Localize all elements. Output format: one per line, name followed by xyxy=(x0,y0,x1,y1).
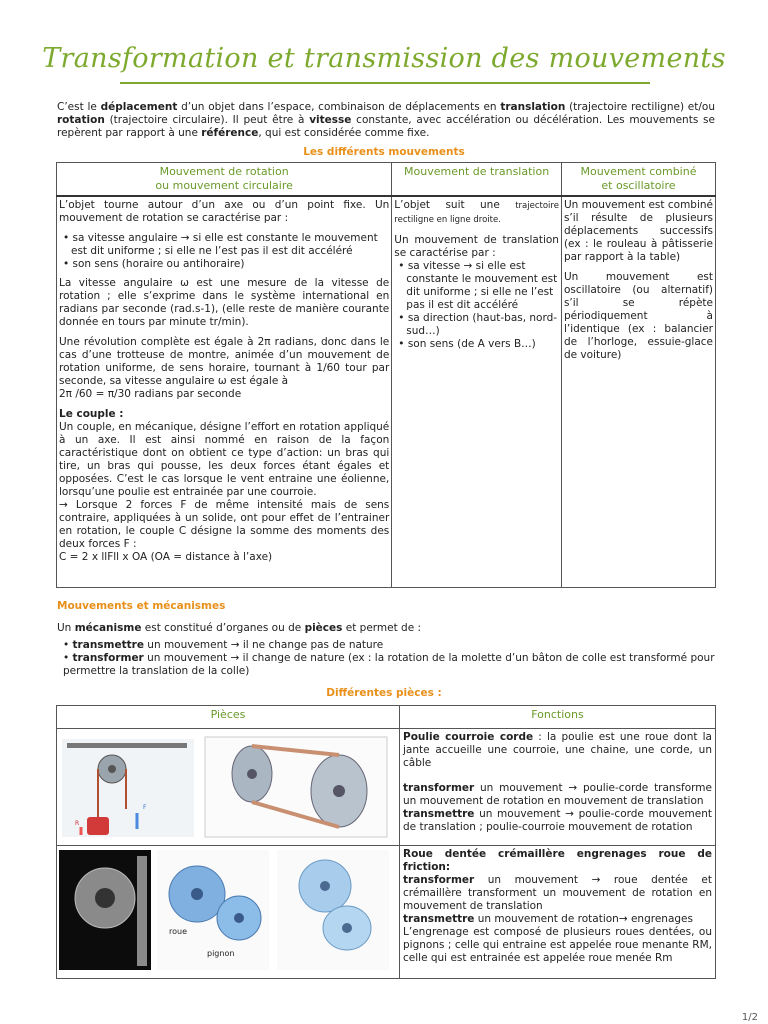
page-title: Transformation et transmission des mouvements xyxy=(42,43,726,74)
section-title-movements: Les différents mouvements xyxy=(303,146,465,158)
cell-gear-images xyxy=(57,846,400,979)
label-pignon: pignon xyxy=(207,949,235,958)
section-title-mechanisms: Mouvements et mécanismes xyxy=(57,600,226,612)
cell-rotation: L’objet tourne autour d’un axe ou d’un point fixe. Un mouvement de rotation se caractérise par : • sa vitesse angulaire → si elle est constante le mouvement est dit uniforme ; si elle ne l’est pas il est dit accéléré • son sens (horaire ou antihoraire) La vitesse angulaire ω est une mesure de la vitesse de rotation ; elle s’exprime dans le système international en radians par seconde (rad.s-1), (elle reste de manière courante donnée en tours par minute tr/min). Une révolution complète est égale à 2π radians, donc dans le cas d’une trotteuse de montre, animée d’un mouvement de rotation uniforme, de sens horaire, tournant à 1/60 tour par seconde, sa vitesse angulaire ω est égale à 2π /60 = π/30 radians par seconde Le couple : Un couple, en mécanique, désigne l’effort en rotation appliqué à un axe. Il est ainsi nommé en raison de la façon caractéristique dont on obtient ce type d’action: un bras qui tire, un bras qui pousse, les deux forces étant égales et opposées. C’est le cas lorsque le vent entraine une éolienne, lorsqu’une poulie est entrainée par une courroie. → Lorsque 2 forces F de même intensité mais de sens contraire, appliquées à un solide, ont pour effet de l’entrainer en rotation, le couple C désigne la somme des moments des deux forces F : C = 2 x llFll x OA (OA = distance à l’axe) xyxy=(57,196,392,588)
pulley-illustration xyxy=(57,729,393,841)
label-r: R xyxy=(75,820,80,827)
cell-combined: Un mouvement est combiné s’il résulte de plusieurs déplacements successifs (ex : le rouleau à pâtisserie par rapport à la table) Un mouvement est oscillatoire (ou alternatif) s’il se répète périodiquement à l’identique (ex : balancier de l’horloge, essuie-glace de voiture) xyxy=(561,196,715,588)
header-rotation: Mouvement de rotation ou mouvement circulaire xyxy=(57,163,392,197)
mechanism-block: Un mécanisme est constitué d’organes ou de pièces et permet de : • transmettre un mouvement → il ne change pas de nature • transformer un mouvement → il change de nature (ex : la rotation de la molette d’un bâton de colle est transformé pour permettre la translation de la colle) xyxy=(57,622,717,678)
header-pieces: Pièces xyxy=(57,706,400,729)
movements-table xyxy=(56,162,716,588)
page-number: 1/2 xyxy=(741,1012,758,1023)
cell-pulley-functions: Poulie courroie corde : la poulie est une roue dont la jante accueille une courroie, une chaine, une corde, un câble transformer un mouvement → poulie-corde transforme un mouvement de rotation en mouvement de translation transmettre un mouvement → poulie-corde mouvement de translation ; poulie-courroie mouvement de rotation xyxy=(400,729,716,846)
cell-gear-functions: Roue dentée crémaillère engrenages roue de friction: transformer un mouvement → roue dentée et crémaillère transforment un mouvement de rotation en mouvement de translation transmettre un mouvement de rotation→ engrenages L’engrenage est composé de plusieurs roues dentées, ou pignons ; celle qui entraine est appelée roue menante RM, celle qui est entrainée est appelée roue menée Rm xyxy=(400,846,716,979)
pieces-table xyxy=(56,705,716,979)
header-combined: Mouvement combiné et oscillatoire xyxy=(561,163,715,197)
section-title-pieces: Différentes pièces : xyxy=(326,687,442,699)
cell-translation: L’objet suit une trajectoire rectiligne en ligne droite. Un mouvement de translation se caractérise par : • sa vitesse → si elle est constante le mouvement est dit uniforme ; si elle ne l’est pas il est dit accéléré • sa direction (haut-bas, nord-sud…) • son sens (de A vers B…) xyxy=(392,196,562,588)
label-roue: roue xyxy=(169,927,187,936)
gears-illustration xyxy=(57,846,393,974)
title-underline xyxy=(120,82,650,84)
header-functions: Fonctions xyxy=(400,706,716,729)
header-translation: Mouvement de translation xyxy=(392,163,562,197)
cell-pulley-images xyxy=(57,729,400,846)
label-f: F xyxy=(143,804,147,811)
intro-paragraph: C’est le déplacement d’un objet dans l’espace, combinaison de déplacements en translation (trajectoire rectiligne) et/ou rotation (trajectoire circulaire). Il peut être à vitesse constante, avec accélération ou décélération. Les mouvements se repèrent par rapport à une référence, qui est considérée comme fixe. xyxy=(57,101,715,139)
